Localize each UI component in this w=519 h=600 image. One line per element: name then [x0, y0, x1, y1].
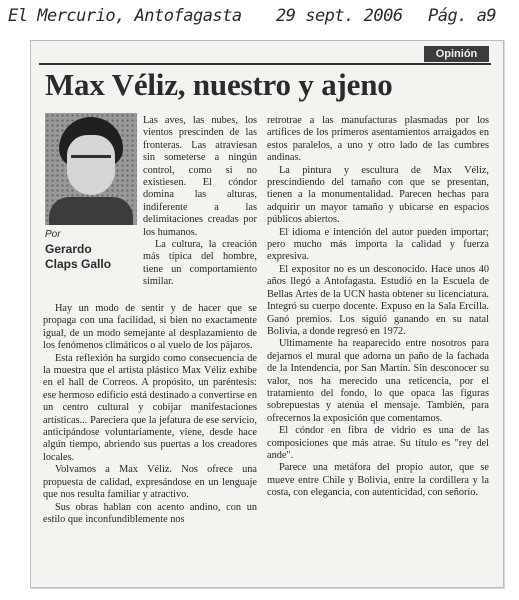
left-column-bottom [43, 303, 257, 526]
photo-collar [49, 197, 133, 225]
author-photo [45, 113, 137, 225]
paragraph: Volvamos a Max Véliz. Nos ofrece una propuesta de calidad, expresándose en un lenguaje que nos resulta familiar y atractivo. [43, 464, 257, 501]
paragraph: Hay un modo de sentir y de hacer que se propaga con una facilidad, si bien no exactamente igual, de un modo semejante al desplazamiento de los fenómenos climáticos o al vuelo de los pájaros. [43, 303, 257, 352]
paragraph: La pintura y escultura de Max Véliz, prescindiendo del tamaño con que se presentan, tienen a la monumentalidad. Parecen hechas para adquirir un mayor tamaño y ubicarse en espacios públicos abiertos. [267, 164, 489, 226]
paragraph: El expositor no es un desconocido. Hace unos 40 años llegó a Antofagasta. Estudió en la Escuela de Bellas Artes de la UCN hasta obtener su licenciatura. Integró su cuerpo docente. Expuso en la Sala Ercilla. Ganó premios. Los siguió ganando en su natal Bolivia, a donde regresó en 1972. [267, 263, 489, 337]
paragraph: Parece una metáfora del propio autor, que se mueve entre Chile y Bolivia, entre la cordillera y la costa, con elegancia, con autenticidad, con señorío. [267, 462, 489, 499]
paragraph: Las aves, las nubes, los vientos prescinden de las fronteras. Las atraviesan sin someterse a ningún control, como si no existiesen. El cóndor domina las alturas, indiferente a las delimitaciones creadas por los humanos. [143, 115, 257, 238]
right-column [267, 115, 489, 500]
paragraph: El idioma e intención del autor pueden importar; pero mucho más importa la calidad y fuerza expresiva. [267, 226, 489, 263]
paragraph: Esta reflexión ha surgido como consecuencia de la muestra que el artista plástico Max Véliz exhibe en el hall de Correos. A propósito, un paréntesis: ese hermoso edificio está destinado a convertirse en un centro cultural y cobijar manifestaciones artísticas... Pareciera que la jefatura de ese servicio, anticipándose voluntariamente, viene, desde hace algún tiempo, abriendo sus puertas a los creadores locales. [43, 352, 257, 463]
byline [45, 229, 145, 272]
photo-glasses [71, 155, 111, 168]
paragraph: retrotrae a las manufacturas plasmadas por los artífices de los primeros asentamientos arraigados en estos paralelos, a uno y otro lado de las cumbres andinas. [267, 115, 489, 164]
header-rule [39, 63, 491, 65]
paragraph: Sus obras hablan con acento andino, con un estilo que inconfundiblemente nos [43, 501, 257, 525]
left-column-top [143, 115, 257, 289]
author-name-first: Gerardo [45, 242, 92, 256]
paragraph: El cóndor en fibra de vidrio es una de las composiciones que más atrae. Su título es "rey del ande". [267, 425, 489, 461]
date-note: 29 sept. 2006 [276, 6, 403, 26]
byline-prefix: Por [45, 229, 61, 240]
author-name-last: Claps Gallo [45, 257, 112, 271]
article-headline: Max Véliz, nuestro y ajeno [45, 67, 393, 102]
page-note: Pág. a9 [428, 6, 497, 26]
handwritten-source-note [8, 2, 513, 32]
section-tag: Opinión [424, 46, 489, 62]
paragraph: Ultimamente ha reaparecido entre nosotros para dejarnos el mural que adorna un paño de la fachada de la Intendencia, por San Martín. Sin desconocer su valor, nos ha merecido una reticencia, por el tratamiento del fondo, lo que opaca las figuras sobrepuestas y atenúa el mensaje. También, para ofrecernos la exposición que comentamos. [267, 338, 489, 424]
paragraph: La cultura, la creación más típica del hombre, tiene un comportamiento similar. [143, 239, 257, 288]
newspaper-clipping [30, 40, 504, 588]
source-note: El Mercurio, Antofagasta [8, 6, 242, 26]
